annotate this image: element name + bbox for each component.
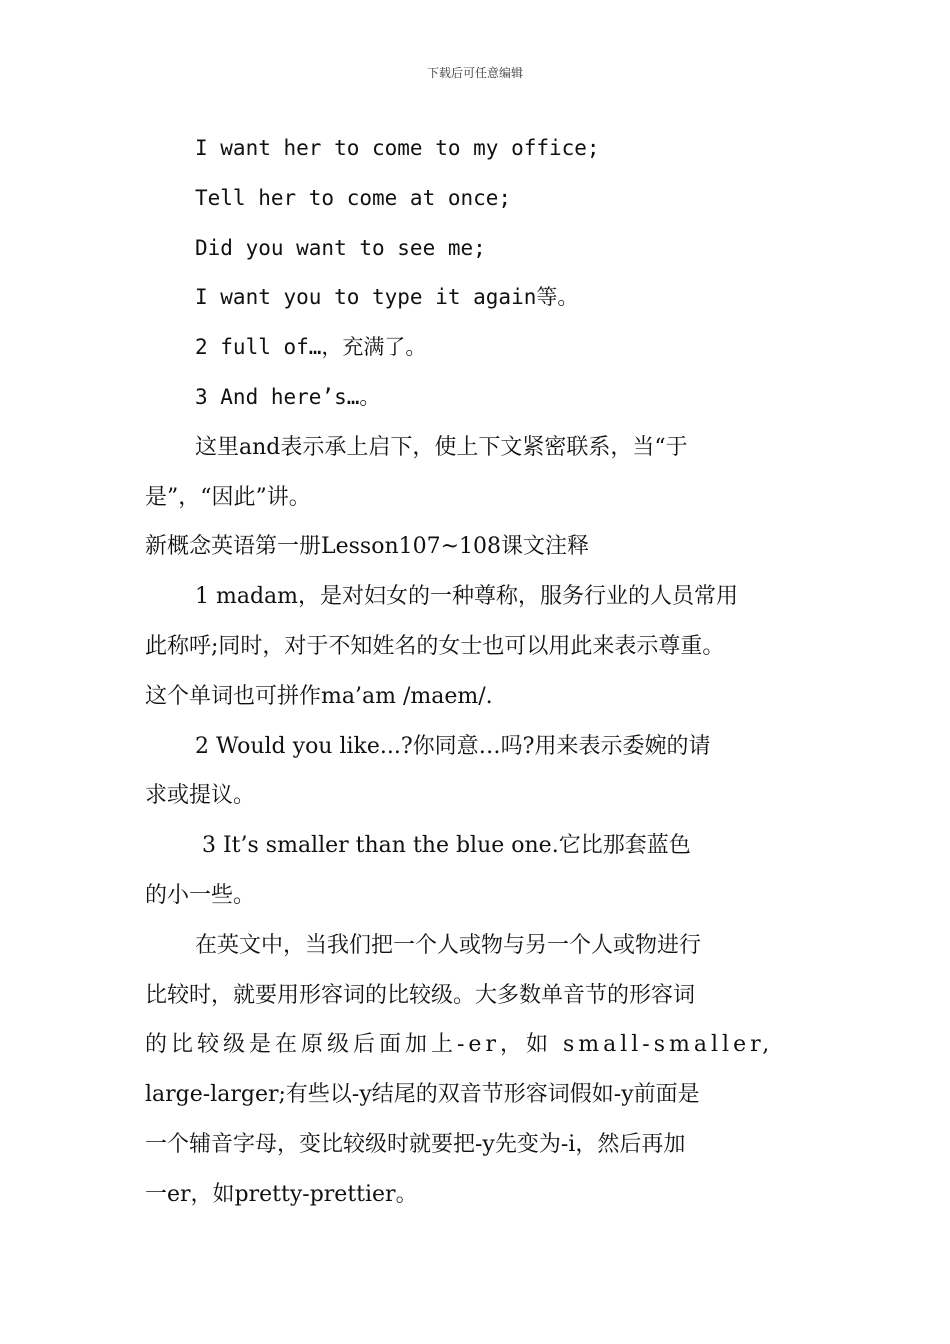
text-line: Did you want to see me; xyxy=(195,235,486,260)
text-line: 3 And here’s…。 xyxy=(195,384,381,409)
text-line: 是”，“因此”讲。 xyxy=(145,484,311,510)
text-line: I want you to type it again等。 xyxy=(195,285,579,310)
text-line: 在英文中，当我们把一个人或物与另一个人或物进行 xyxy=(195,932,702,958)
text-line: 比较时，就要用形容词的比较级。大多数单音节的形容词 xyxy=(145,982,696,1008)
text-line: 求或提议。 xyxy=(145,783,256,809)
document-body xyxy=(145,124,815,1220)
text-line: 3 It’s smaller than the blue one.它比那套蓝色 xyxy=(195,833,691,859)
text-line: Tell her to come at once; xyxy=(195,185,512,210)
text-line: 此称呼;同时，对于不知姓名的女士也可以用此来表示尊重。 xyxy=(145,633,725,659)
text-line: 2 Would you like...?你同意…吗?用来表示委婉的请 xyxy=(195,733,711,759)
text-line: 一个辅音字母，变比较级时就要把-y先变为-i，然后再加 xyxy=(145,1131,686,1157)
page-header-note: 下载后可任意编辑 xyxy=(426,66,523,80)
section-heading: 新概念英语第一册Lesson107~108课文注释 xyxy=(145,534,590,560)
text-line: 这里and表示承上启下，使上下文紧密联系，当“于 xyxy=(195,434,688,460)
text-line: 一er，如pretty-prettier。 xyxy=(145,1181,418,1207)
text-line: 2 full of…，充满了。 xyxy=(195,335,427,360)
text-line: 这个单词也可拼作ma’am /maem/. xyxy=(145,683,493,709)
text-line: I want her to come to my office; xyxy=(195,136,600,160)
text-line: 1 madam，是对妇女的一种尊称，服务行业的人员常用 xyxy=(195,584,739,610)
text-line: 的比较级是在原级后面加上-er，如 small-smaller, xyxy=(145,1032,774,1058)
text-line: large-larger;有些以-y结尾的双音节形容词假如-y前面是 xyxy=(145,1082,700,1108)
text-line: 的小一些。 xyxy=(145,882,256,908)
